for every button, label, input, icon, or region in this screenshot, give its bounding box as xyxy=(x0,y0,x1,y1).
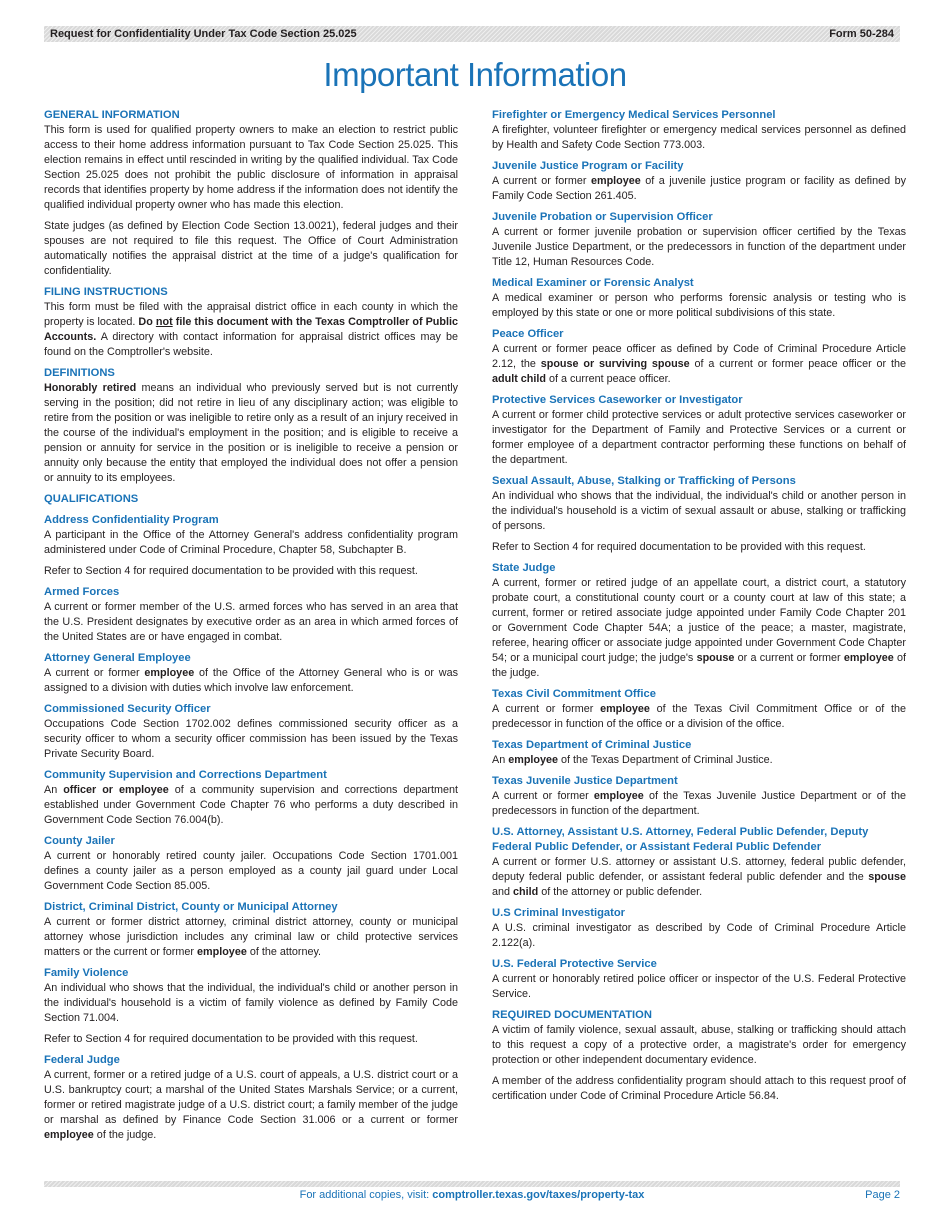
qualification-text: A current or former child protective services or adult protective services caseworker or investigator for the Department of Family and Protective Services or a current or former employee of a department contractor performing these functions on behalf of the department. xyxy=(492,409,906,466)
filing-instructions-heading: FILING INSTRUCTIONS xyxy=(44,286,168,298)
qualification-title: Texas Civil Commitment Office xyxy=(492,688,656,700)
qualification-armed-forces xyxy=(44,585,458,645)
qualification-county-jailer xyxy=(44,834,458,894)
qualification-text: An officer or employee of a community supervision and corrections department established under Government Code Chapter 76 who performs a duty described in Government Code Section 76.004(b). xyxy=(44,784,458,826)
page-number: Page 2 xyxy=(865,1189,900,1201)
required-documentation-heading: REQUIRED DOCUMENTATION xyxy=(492,1009,652,1021)
required-documentation-paragraph: A member of the address confidentiality program should attach to this request proof of certification under Code of Criminal Procedure Article 56.84. xyxy=(492,1075,906,1102)
qualification-text: A current, former or a retired judge of a U.S. court of appeals, a U.S. district court or a U.S. bankruptcy court; a marshal of the United States Marshals Service; or a current, former or retired magistrate judge of a U.S. district court; a family member of the judge or marshal as defined by Finance Code Section 31.006 or a current or former employee of the judge. xyxy=(44,1069,458,1141)
required-documentation-paragraph: A victim of family violence, sexual assault, abuse, stalking or trafficking should attach to this request a copy of a protective order, a magistrate's order for emergency protection or other independent documentary evidence. xyxy=(492,1024,906,1066)
qualification-text: A current or former peace officer as defined by Code of Criminal Procedure Article 2.12, the spouse or surviving spouse of a current or former peace officer or the adult child of a current peace officer. xyxy=(492,343,906,385)
form-number: Form 50-284 xyxy=(829,28,894,40)
qualification-title: U.S Criminal Investigator xyxy=(492,907,626,919)
definitions-section xyxy=(44,366,458,486)
qualification-title: Commissioned Security Officer xyxy=(44,703,211,715)
qualification-text: A firefighter, volunteer firefighter or emergency medical services personnel as defined by Health and Safety Code Section 773.003. xyxy=(492,124,906,151)
left-column xyxy=(44,108,458,1149)
qualification-juvenile-probation xyxy=(492,210,906,270)
general-information-section xyxy=(44,108,458,279)
qualification-medical-examiner xyxy=(492,276,906,321)
qualification-note: Refer to Section 4 for required documentation to be provided with this request. xyxy=(44,1033,418,1045)
qualification-title: Protective Services Caseworker or Investigator xyxy=(492,394,743,406)
qualification-address-confidentiality xyxy=(44,513,458,579)
qualification-district-attorney xyxy=(44,900,458,960)
qualification-sexual-assault xyxy=(492,474,906,555)
qualification-text: A current or former juvenile probation or supervision officer certified by the Texas Juvenile Justice Department, or the predecessors in function of the department under Title 12, Human Resources Code. xyxy=(492,226,906,268)
page-title: Important Information xyxy=(323,56,627,93)
footer xyxy=(44,1189,900,1205)
qualification-text: A current or honorably retired police officer or inspector of the U.S. Federal Protective Service. xyxy=(492,973,906,1000)
general-information-paragraph: This form is used for qualified property owners to make an election to restrict public access to their home address information pursuant to Tax Code Section 25.025. This election remains in effect until rescinded in writing by the qualified individual. Tax Code Section 25.025 does not prohibit the public disclosure of information in appraisal records that identifies property by home address if the information does not identify the qualified individual property owner who has made this election. xyxy=(44,124,458,211)
qualification-title: District, Criminal District, County or Municipal Attorney xyxy=(44,901,338,913)
qualification-title: Firefighter or Emergency Medical Services Personnel xyxy=(492,109,776,121)
qualification-protective-services xyxy=(492,393,906,468)
qualification-text: A current or former employee of the Office of the Attorney General who is or was assigned to a division with duties which involve law enforcement. xyxy=(44,667,458,694)
footer-prefix: For additional copies, visit: xyxy=(299,1189,433,1201)
qualification-us-criminal-investigator xyxy=(492,906,906,951)
qualification-text: A current or former employee of the Texas Juvenile Justice Department or of the predecessors in function of the department. xyxy=(492,790,906,817)
right-column xyxy=(492,108,906,1110)
header-bar xyxy=(44,26,900,42)
qualification-text: A current or former district attorney, criminal district attorney, county or municipal attorney whose jurisdiction includes any criminal law or child protective services matters or the current or former employee of the attorney. xyxy=(44,916,458,958)
qualification-title: Attorney General Employee xyxy=(44,652,191,664)
qualification-title: Armed Forces xyxy=(44,586,120,598)
qualification-tdcj xyxy=(492,738,906,768)
qualification-text: A U.S. criminal investigator as described by Code of Criminal Procedure Article 2.122(a). xyxy=(492,922,906,949)
footer-copies-line xyxy=(44,1189,900,1201)
qualification-tjjd xyxy=(492,774,906,819)
qualification-text: An individual who shows that the individual, the individual's child or another person in the individual's household is a victim of family violence as defined by Family Code Section 71.004. xyxy=(44,982,458,1024)
qualification-title: U.S. Federal Protective Service xyxy=(492,958,657,970)
qualification-text: An individual who shows that the individual, the individual's child or another person in the individual's household is a victim of sexual assault or abuse, stalking or trafficking of persons. xyxy=(492,490,906,532)
qualification-title: Sexual Assault, Abuse, Stalking or Trafficking of Persons xyxy=(492,475,796,487)
qualification-text: A current or former employee of the Texas Civil Commitment Office or of the predecessor in function of the office or a division of the office. xyxy=(492,703,906,730)
state-judges-paragraph: State judges (as defined by Election Code Section 13.0021), federal judges and their spouses are not required to file this request. The Office of Court Administration automatically notifies the appraisal district at the time of a judge's qualification for confidentiality. xyxy=(44,220,458,277)
qualification-title: Community Supervision and Corrections Department xyxy=(44,769,327,781)
qualification-text: Occupations Code Section 1702.002 defines commissioned security officer as a security officer to whom a security officer commission has been issued by the Texas Private Security Board. xyxy=(44,718,458,760)
general-information-heading: GENERAL INFORMATION xyxy=(44,109,180,121)
qualification-title: State Judge xyxy=(492,562,556,574)
footer-bar xyxy=(44,1181,900,1187)
qualification-title: Juvenile Probation or Supervision Officer xyxy=(492,211,713,223)
qualification-peace-officer xyxy=(492,327,906,387)
qualification-text: A medical examiner or person who performs forensic analysis or testing who is employed by this state or one or more political subdivisions of this state. xyxy=(492,292,906,319)
qualification-civil-commitment xyxy=(492,687,906,732)
form-title: Request for Confidentiality Under Tax Code Section 25.025 xyxy=(50,28,357,40)
qualification-title: County Jailer xyxy=(44,835,115,847)
filing-instructions-paragraph: This form must be filed with the appraisal district office in each county in which the property is located. Do not file this document with the Texas Comptroller of Public Accounts. A directory with contact information for appraisal district offices may be found on the Comptroller's website. xyxy=(44,301,458,358)
qualification-firefighter xyxy=(492,108,906,153)
qualification-text: A current, former or retired judge of an appellate court, a district court, a statutory probate court, a constitutional county court or a county court at law of this state; a current, former or retired associate judge appointed under Family Code Chapter 201 or Government Code Chapter 54A; a justice of the peace; a master, magistrate, referee, hearing officer or associate judge appointed under Government Code Chapter 54; or a municipal court judge; the judge's spouse or a current or former employee of the judge. xyxy=(492,577,906,679)
qualification-text: A current or former member of the U.S. armed forces who has served in an area that the U.S. President designates by executive order as an area in which armed forces of the United States are or have engaged in combat. xyxy=(44,601,458,643)
qualification-community-supervision xyxy=(44,768,458,828)
qualification-title: Medical Examiner or Forensic Analyst xyxy=(492,277,694,289)
qualification-title: U.S. Attorney, Assistant U.S. Attorney, Federal Public Defender, Deputy Federal Public Defender, or Assistant Federal Public Defender xyxy=(492,826,869,853)
required-documentation-section xyxy=(492,1008,906,1104)
qualification-federal-judge xyxy=(44,1053,458,1143)
qualification-title: Peace Officer xyxy=(492,328,564,340)
qualification-text: An employee of the Texas Department of Criminal Justice. xyxy=(492,754,773,766)
qualification-text: A current or former U.S. attorney or assistant U.S. attorney, federal public defender, deputy federal public defender, or assistant federal public defender and the spouse and child of the attorney or public defender. xyxy=(492,856,906,898)
qualification-text: A participant in the Office of the Attorney General's address confidentiality program administered under Code of Criminal Procedure, Chapter 58, Subchapter B. xyxy=(44,529,458,556)
qualifications-heading: QUALIFICATIONS xyxy=(44,493,139,505)
footer-url-link[interactable]: comptroller.texas.gov/taxes/property-tax xyxy=(432,1189,645,1201)
qualification-title: Federal Judge xyxy=(44,1054,120,1066)
honorably-retired-definition: Honorably retired means an individual who previously served but is not currently serving in the position; did not retire in lieu of any disciplinary action; was eligible to retire from the position or was ineligible to retire only as a result of an injury received in the course of the individual's employment in the position; and is eligible to receive a pension or annuity for service in the position or is ineligible to receive a pension or annuity only because the entity that employed the individual does not offer a pension or annuity to its employees. xyxy=(44,382,459,484)
qualification-juvenile-justice-program xyxy=(492,159,906,204)
qualification-title: Juvenile Justice Program or Facility xyxy=(492,160,684,172)
definitions-heading: DEFINITIONS xyxy=(44,367,115,379)
qualification-note: Refer to Section 4 for required documentation to be provided with this request. xyxy=(44,565,418,577)
qualification-commissioned-security-officer xyxy=(44,702,458,762)
qualification-state-judge xyxy=(492,561,906,681)
qualification-federal-protective-service xyxy=(492,957,906,1002)
qualification-note: Refer to Section 4 for required documentation to be provided with this request. xyxy=(492,541,866,553)
qualifications-heading-block xyxy=(44,492,458,507)
filing-instructions-section xyxy=(44,285,458,360)
qualification-title: Family Violence xyxy=(44,967,129,979)
qualification-family-violence xyxy=(44,966,458,1047)
qualification-text: A current or honorably retired county jailer. Occupations Code Section 1701.001 defines a county jailer as a person employed as a county jail guard under Local Government Code Section 85.005. xyxy=(44,850,458,892)
qualification-title: Address Confidentiality Program xyxy=(44,514,219,526)
qualification-attorney-general-employee xyxy=(44,651,458,696)
qualification-us-attorney xyxy=(492,825,906,900)
qualification-title: Texas Juvenile Justice Department xyxy=(492,775,678,787)
qualification-title: Texas Department of Criminal Justice xyxy=(492,739,692,751)
qualification-text: A current or former employee of a juvenile justice program or facility as defined by Family Code Section 261.405. xyxy=(492,175,906,202)
